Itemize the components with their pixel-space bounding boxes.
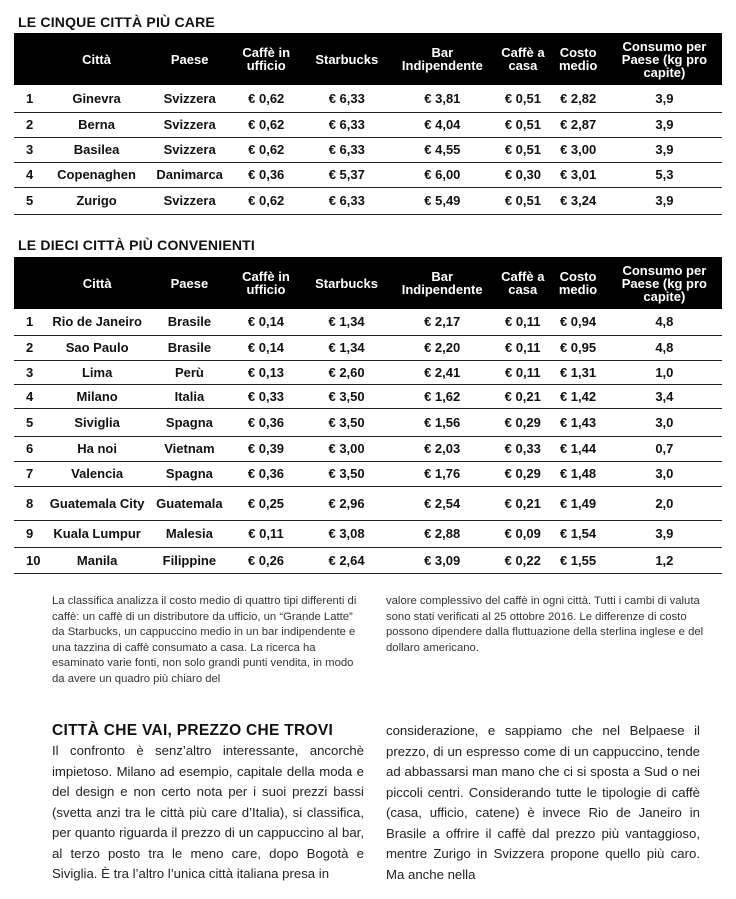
cell-country: Svizzera [152,112,227,137]
table-row [14,187,722,214]
cell-home-coffee: € 0,21 [496,384,549,408]
cell-office-coffee: € 0,11 [227,520,305,547]
cell-starbucks: € 1,34 [305,309,388,335]
cell-rank: 2 [14,335,42,360]
cell-consumption: 1,0 [607,360,722,384]
cell-rank: 7 [14,461,42,486]
table-header-row [14,257,722,309]
cell-city: Ha noi [42,436,151,461]
header-rank [14,257,42,309]
cell-country: Svizzera [152,187,227,214]
cell-country: Guatemala [152,486,227,520]
cell-independent-bar: € 4,04 [388,112,496,137]
article-title: CITTÀ CHE VAI, PREZZO CHE TROVI [52,722,334,739]
cell-home-coffee: € 0,33 [496,436,549,461]
cell-independent-bar: € 2,03 [388,436,496,461]
cell-home-coffee: € 0,11 [496,335,549,360]
cell-rank: 4 [14,162,41,187]
cell-starbucks: € 6,33 [305,85,388,112]
cell-independent-bar: € 1,56 [388,408,496,436]
cell-consumption: 3,9 [607,137,722,162]
cell-independent-bar: € 2,20 [388,335,496,360]
cell-consumption: 3,0 [607,461,722,486]
cell-office-coffee: € 0,62 [227,137,305,162]
cell-starbucks: € 2,96 [305,486,388,520]
cell-rank: 2 [14,112,41,137]
cell-average-cost: € 3,01 [549,162,606,187]
cell-independent-bar: € 1,62 [388,384,496,408]
cell-home-coffee: € 0,30 [496,162,549,187]
cell-independent-bar: € 2,17 [388,309,496,335]
cell-starbucks: € 2,60 [305,360,388,384]
cell-rank: 9 [14,520,42,547]
cell-starbucks: € 5,37 [305,162,388,187]
cell-consumption: 3,0 [607,408,722,436]
header-independent-bar: Bar Indipendente [401,269,483,297]
cell-country: Italia [152,384,227,408]
cell-average-cost: € 1,42 [549,384,606,408]
table-header-row [14,33,722,85]
cell-office-coffee: € 0,62 [227,187,305,214]
cell-rank: 8 [14,486,42,520]
cell-city: Copenaghen [41,162,152,187]
cell-office-coffee: € 0,39 [227,436,305,461]
cell-office-coffee: € 0,36 [227,461,305,486]
cell-rank: 5 [14,187,41,214]
expensive-cities-table [14,33,722,215]
cell-starbucks: € 3,50 [305,461,388,486]
table-row [14,162,722,187]
cell-consumption: 4,8 [607,309,722,335]
cell-rank: 1 [14,309,42,335]
header-consumption: Consumo per Paese (kg pro capite) [621,38,708,80]
cell-average-cost: € 1,55 [549,547,606,573]
cell-office-coffee: € 0,62 [227,85,305,112]
table2-title: LE DIECI CITTÀ PIÙ CONVENIENTI [18,237,256,253]
cell-independent-bar: € 3,09 [388,547,496,573]
cell-rank: 3 [14,137,41,162]
cell-home-coffee: € 0,09 [496,520,549,547]
cell-average-cost: € 1,43 [549,408,606,436]
cell-home-coffee: € 0,51 [496,137,549,162]
table-row [14,309,722,335]
cell-consumption: 3,9 [607,85,722,112]
cell-office-coffee: € 0,25 [227,486,305,520]
header-independent-bar: Bar Indipendente [401,45,483,73]
cell-rank: 6 [14,436,42,461]
header-home-coffee: Caffè a casa [501,269,545,297]
table-row [14,112,722,137]
cell-starbucks: € 3,08 [305,520,388,547]
cell-home-coffee: € 0,21 [496,486,549,520]
cell-average-cost: € 1,54 [549,520,606,547]
header-city: Città [82,51,111,67]
cell-starbucks: € 3,50 [305,408,388,436]
cell-independent-bar: € 4,55 [388,137,496,162]
methodology-note-left: La classifica analizza il costo medio di quattro tipi differenti di caffè: un caffè di un distributore da ufficio, un “Grande Latte” da Starbucks, un cappuccino medio in un bar indipendente e una tazzina di caffè consumato a casa. La ricerca ha esaminato varie fonti, non solo grandi punti vendita, in modo da avere un quadro più chiaro del [52,595,357,685]
cell-average-cost: € 2,87 [549,112,606,137]
header-country: Paese [170,275,209,291]
header-city: Città [82,275,112,291]
table-row [14,137,722,162]
cell-city: Sao Paulo [42,335,151,360]
cell-office-coffee: € 0,36 [227,408,305,436]
cell-city: Rio de Janeiro [42,309,151,335]
cell-starbucks: € 1,34 [305,335,388,360]
header-average-cost: Costo medio [558,45,598,73]
header-consumption: Consumo per Paese (kg pro capite) [621,262,707,304]
header-home-coffee: Caffè a casa [501,45,545,73]
cell-home-coffee: € 0,29 [496,461,549,486]
cell-independent-bar: € 2,41 [388,360,496,384]
cell-average-cost: € 1,49 [549,486,606,520]
cell-average-cost: € 3,24 [549,187,606,214]
cell-starbucks: € 6,33 [305,187,388,214]
table-row [14,408,722,436]
cell-country: Malesia [152,520,227,547]
cell-consumption: 3,4 [607,384,722,408]
cell-rank: 10 [14,547,42,573]
cell-country: Svizzera [152,137,227,162]
cell-rank: 4 [14,384,42,408]
header-rank [14,33,41,85]
cell-office-coffee: € 0,26 [227,547,305,573]
cell-consumption: 2,0 [607,486,722,520]
cell-office-coffee: € 0,33 [227,384,305,408]
table-row [14,486,722,520]
cell-average-cost: € 1,48 [549,461,606,486]
table-row [14,360,722,384]
cell-city: Kuala Lumpur [42,520,151,547]
cell-independent-bar: € 6,00 [388,162,496,187]
cell-office-coffee: € 0,13 [227,360,305,384]
cell-independent-bar: € 1,76 [388,461,496,486]
cell-rank: 1 [14,85,41,112]
cell-city: Basilea [41,137,152,162]
cell-starbucks: € 6,33 [305,112,388,137]
cell-office-coffee: € 0,62 [227,112,305,137]
cell-country: Brasile [152,335,227,360]
header-starbucks: Starbucks [315,51,379,67]
cell-independent-bar: € 3,81 [388,85,496,112]
cell-starbucks: € 3,50 [305,384,388,408]
cell-independent-bar: € 5,49 [388,187,496,214]
cell-office-coffee: € 0,14 [227,309,305,335]
cell-home-coffee: € 0,29 [496,408,549,436]
cell-country: Spagna [152,408,227,436]
cell-consumption: 1,2 [607,547,722,573]
cell-country: Vietnam [152,436,227,461]
cell-country: Filippine [152,547,227,573]
cell-city: Siviglia [42,408,151,436]
cell-home-coffee: € 0,51 [496,112,549,137]
cell-city: Zurigo [41,187,152,214]
article-column-2: considerazione, e sappiamo che nel Belpaese il prezzo, di un espresso come di un cappuccino, tende ad abbassarsi man mano che ci si sposta a Sud o nei piccoli centri. Considerando tutte le tipologie di caffè (casa, ufficio, catene) è invece Rio de Janeiro in Brasile a offrire il caffè dal prezzo più vantaggioso, mentre Zurigo in Svizzera propone quello più caro. Ma anche nella [386,723,700,882]
table-row [14,335,722,360]
table-row [14,461,722,486]
table-row [14,436,722,461]
cell-average-cost: € 0,95 [549,335,606,360]
cell-average-cost: € 2,82 [549,85,606,112]
article-column-1: Il confronto è senz’altro interessante, ancorchè impietoso. Milano ad esempio, capitale della moda e del design e non certo nota per i suoi prezzi bassi (svetta anzi tra le città più care d’Italia), si classifica, per quanto riguarda il prezzo di un cappuccino al bar, al terzo posto tra le meno care, dopo Bogotà e Siviglia. È tra l’altro l’unica città italiana presa in [52,743,364,881]
cheap-cities-table [14,257,722,574]
cell-home-coffee: € 0,11 [496,360,549,384]
header-office-coffee: Caffè in ufficio [242,269,290,297]
cell-city: Manila [42,547,151,573]
cell-average-cost: € 0,94 [549,309,606,335]
cell-home-coffee: € 0,22 [496,547,549,573]
header-country: Paese [170,51,209,67]
cell-starbucks: € 6,33 [305,137,388,162]
table-row [14,520,722,547]
cell-home-coffee: € 0,51 [496,187,549,214]
table-row [14,547,722,573]
header-starbucks: Starbucks [315,275,378,291]
cell-consumption: 0,7 [607,436,722,461]
table-row [14,384,722,408]
cell-home-coffee: € 0,11 [496,309,549,335]
cell-consumption: 3,9 [607,112,722,137]
cell-city: Valencia [42,461,151,486]
cell-country: Svizzera [152,85,227,112]
table-row [14,85,722,112]
header-average-cost: Costo medio [558,269,598,297]
cell-independent-bar: € 2,54 [388,486,496,520]
cell-city: Guatemala City [42,486,151,520]
cell-consumption: 3,9 [607,520,722,547]
cell-home-coffee: € 0,51 [496,85,549,112]
cell-consumption: 3,9 [607,187,722,214]
cell-rank: 3 [14,360,42,384]
cell-independent-bar: € 2,88 [388,520,496,547]
cell-office-coffee: € 0,36 [227,162,305,187]
cell-country: Spagna [152,461,227,486]
cell-rank: 5 [14,408,42,436]
cell-country: Danimarca [152,162,227,187]
cell-city: Milano [42,384,151,408]
header-office-coffee: Caffè in ufficio [242,45,291,73]
cell-consumption: 5,3 [607,162,722,187]
cell-city: Lima [42,360,151,384]
cell-starbucks: € 3,00 [305,436,388,461]
cell-country: Brasile [152,309,227,335]
cell-average-cost: € 3,00 [549,137,606,162]
methodology-note-right: valore complessivo del caffè in ogni città. Tutti i cambi di valuta sono stati verificati al 25 ottobre 2016. Le differenze di costo possono dipendere dalla fluttuazione della sterlina inglese e del dollaro americano. [386,595,704,654]
cell-average-cost: € 1,31 [549,360,606,384]
cell-country: Perù [152,360,227,384]
table1-title: LE CINQUE CITTÀ PIÙ CARE [18,14,215,30]
cell-consumption: 4,8 [607,335,722,360]
cell-starbucks: € 2,64 [305,547,388,573]
cell-city: Ginevra [41,85,152,112]
cell-city: Berna [41,112,152,137]
cell-average-cost: € 1,44 [549,436,606,461]
cell-office-coffee: € 0,14 [227,335,305,360]
